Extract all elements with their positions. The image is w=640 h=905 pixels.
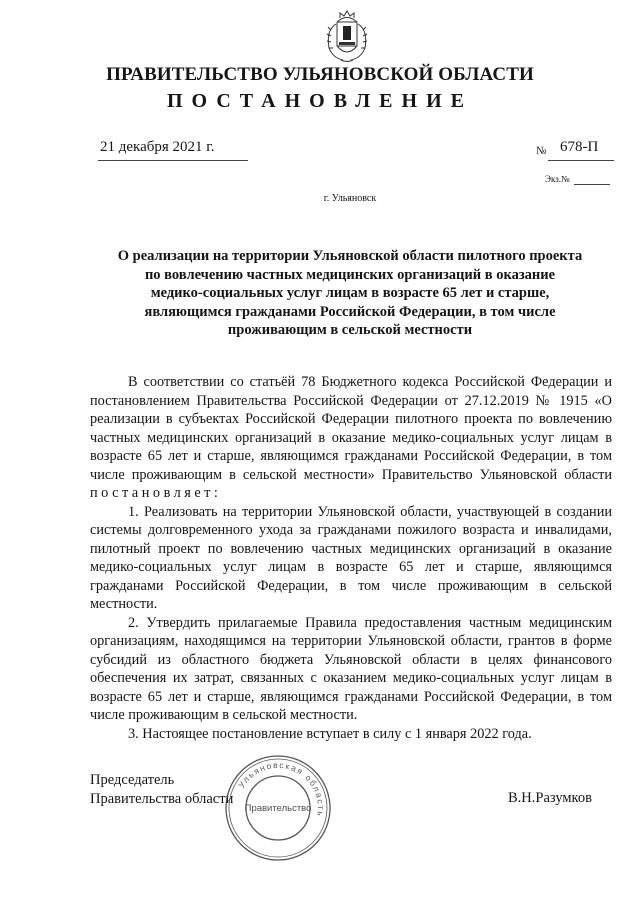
position-line-1: Председатель [90,772,175,788]
date-underline [98,160,248,161]
item-1-paragraph: 1. Реализовать на территории Ульяновской области, участвующей в создании системы долговременного ухода за гражданами пожилого возраста и инвалидами, пилотный проект по вовлечению частных медицинских организаций в оказание медико-социальных услуг лицам в возрасте 65 лет и старше, являющимся гражданами Российской Федерации, в том числе проживающим в сельской местности. [90,503,612,612]
official-stamp-icon [222,752,334,864]
document-date: 21 декабря 2021 г. [100,139,215,155]
subject-line: по вовлечению частных медицинских организаций в оказание [144,266,556,283]
coat-of-arms-icon [321,8,373,64]
subject-line: медико-социальных услуг лицам в возрасте 65 лет и старше, [150,285,550,301]
item-2-paragraph: 2. Утвердить прилагаемые Правила предоставления частным медицинским организациям, находящимся на территории Ульяновской области, грантов в форме субсидий из областного бюджета Ульяновской области в целях финансового обеспечения их затрат, связанных с оказанием медико-социальных услуг лицам в возрасте 65 лет и старше, являющимся гражданами Российской Федерации, в том числе проживающим в сельской местности. [90,614,612,723]
document-type: ПОСТАНОВЛЕНИЕ [167,90,473,112]
decree-word: постановляет: [90,485,222,501]
signatory-name: В.Н.Разумков [508,790,592,806]
copy-number-label: Экз.№ [545,174,570,184]
document-body [90,373,612,743]
subject-line: являющимся гражданами Российской Федерации, в том числе [144,303,556,320]
city: г. Ульяновск [323,193,377,204]
government-title: ПРАВИТЕЛЬСТВО УЛЬЯНОВСКОЙ ОБЛАСТИ [106,64,534,85]
document-number: 678-П [560,139,599,155]
preamble-paragraph [90,373,612,503]
stamp-center-text: Правительство [244,803,312,814]
signatory-position [90,771,233,809]
document-subject [90,247,610,340]
position-line-2: Правительства области [90,791,234,807]
number-prefix: № [536,145,547,157]
stamp-ring-text: Ульяновская область [236,759,327,819]
subject-line: проживающим в сельской местности [227,322,473,338]
number-underline [548,160,614,161]
item-3-paragraph: 3. Настоящее постановление вступает в силу с 1 января 2022 года. [128,725,532,742]
subject-line: О реализации на территории Ульяновской области пилотного проекта [117,248,583,264]
preamble-text: В соответствии со статьёй 78 Бюджетного кодекса Российской Федерации и постановлением Правительства Российской Федерации от 27.12.2019 № 1915 «О реализации в субъектах Российской Федерации пилотного проекта по вовлечению частных медицинских организаций в оказание медико-социальных услуг лицам в возрасте 65 лет и старше, являющимся гражданами Российской Федерации, в том числе проживающим в сельской местности» Правительство Ульяновской области [90,374,612,483]
copy-number-underline [574,184,610,185]
